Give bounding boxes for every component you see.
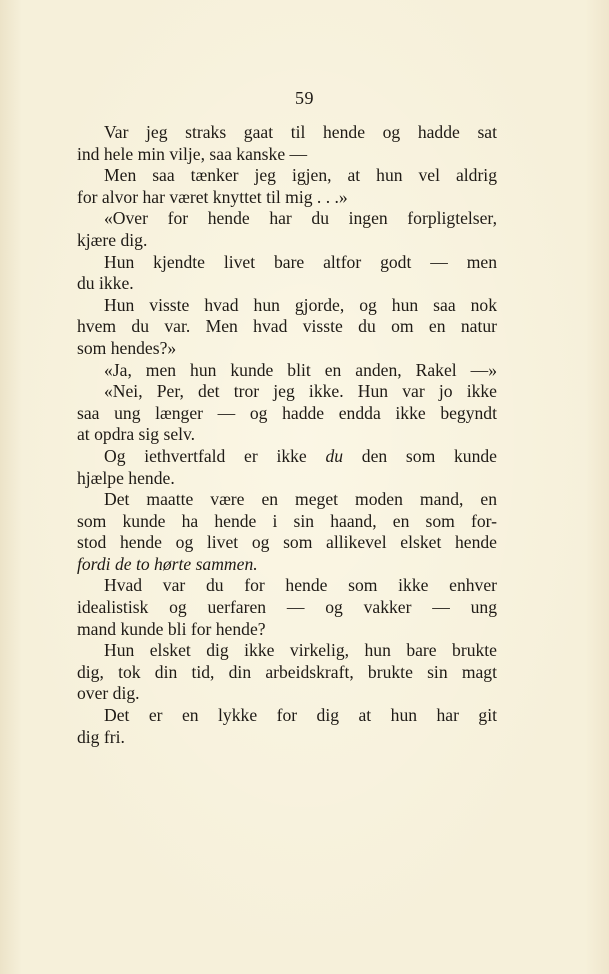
text-line: dig fri.	[77, 726, 125, 747]
text-line: Var jeg straks gaat til hende og hadde sat	[104, 122, 497, 142]
text-line: du ikke.	[77, 273, 134, 294]
page-number: 59	[295, 88, 314, 108]
text-line: Det maatte være en meget moden mand, en	[104, 489, 497, 510]
text-line: som kunde ha hende i sin haand, en som for-	[77, 510, 497, 531]
text-line: hvem du var. Men hvad visste du om en natur	[77, 316, 497, 337]
text-line: kjære dig.	[77, 229, 148, 250]
text-line: «Ja, men hun kunde blit en anden, Rakel —»	[104, 359, 497, 380]
text-line: for alvor har været knyttet til mig . . .»	[77, 186, 348, 207]
text-line: over dig.	[77, 683, 140, 704]
text-line: Men saa tænker jeg igjen, at hun vel aldrig	[104, 165, 497, 186]
text-line: Hun elsket dig ikke virkelig, hun bare brukte	[104, 640, 497, 661]
text-line: som hendes?»	[77, 337, 177, 358]
text-line: stod hende og livet og som allikevel elsket hende	[77, 532, 497, 553]
text-line: dig, tok din tid, din arbeidskraft, brukte sin magt	[77, 661, 497, 682]
text-line: Hun visste hvad hun gjorde, og hun saa nok	[104, 294, 497, 315]
text-line: «Over for hende har du ingen forpligtelser,	[104, 208, 497, 229]
text-line: hjælpe hende.	[77, 467, 175, 488]
text-line: «Nei, Per, det tror jeg ikke. Hun var jo ikke	[104, 381, 497, 402]
text-line: idealistisk og uerfaren — og vakker — ung	[77, 597, 497, 618]
italic-word: du	[325, 445, 344, 466]
text-line: ind hele min vilje, saa kanske —	[77, 143, 308, 164]
text-span: Og iethvertfald er ikke	[104, 445, 326, 466]
text-span: den som kunde	[343, 445, 497, 466]
text-line: saa ung længer — og hadde endda ikke begyndt	[77, 402, 497, 423]
text-line: at opdra sig selv.	[77, 424, 196, 445]
text-line: Hun kjendte livet bare altfor godt — men	[104, 251, 497, 272]
text-line-with-italic	[77, 446, 497, 468]
body-text	[77, 122, 497, 748]
text-line: mand kunde bli for hende?	[77, 618, 266, 639]
text-line: Det er en lykke for dig at hun har git	[104, 705, 497, 726]
text-line-italic: fordi de to hørte sammen.	[77, 553, 258, 574]
text-line: Hvad var du for hende som ikke enhver	[104, 575, 497, 596]
